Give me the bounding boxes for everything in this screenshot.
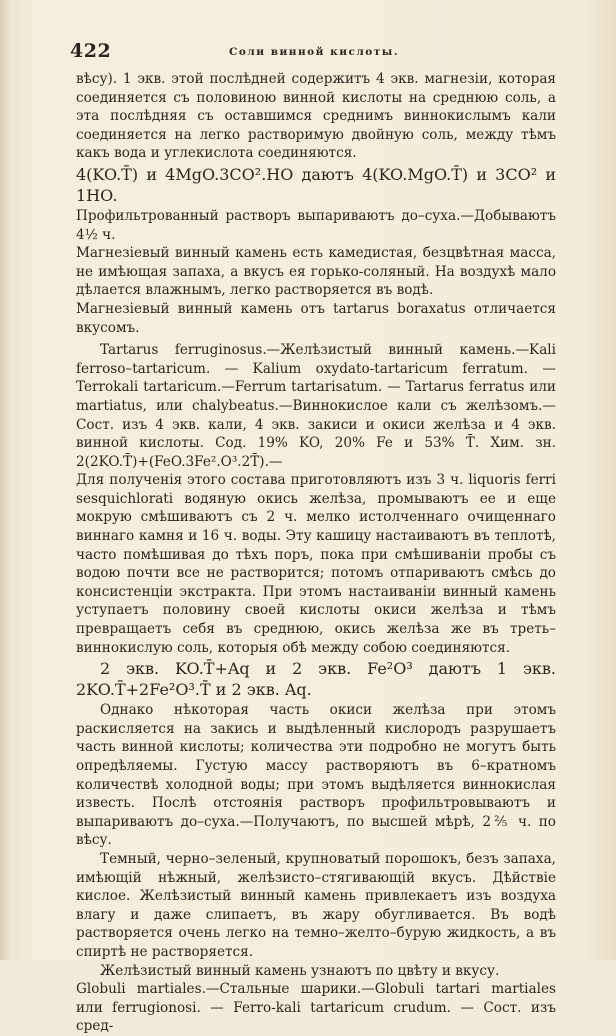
paragraph-reduction: Однако нѣкоторая часть окиси желѣза при этомъ раскисляется на закись и выдѣленный кислородъ разрушаетъ часть винной кислоты; количества эти подробно не могутъ быть опредѣляемы. Густую массу растворяютъ въ 6–кратномъ количествѣ холодной воды; при этомъ выдѣляется виннокислая известь. Послѣ отстоянія растворъ профильтровываютъ и выпариваютъ до–суха.—Получаютъ, по высшей мѣрѣ, 2⅖ ч. по вѣсу.	[76, 702, 556, 849]
formula-reaction-iron: 2 экв. KO.T̄+Aq и 2 экв. Fe²O³ даютъ 1 экв. 2KO.T̄+2Fe²O³.T̄ и 2 экв. Aq.	[76, 659, 556, 700]
paragraph-yield: Профильтрованный растворъ выпариваютъ до–суха.—Добываютъ 4½ ч.	[76, 207, 556, 243]
running-title: Соли винной кислоты.	[229, 46, 399, 58]
paragraph-distinction: Магнезіевый винный камень отъ tartarus boraxatus отличается вкусомъ.	[76, 300, 556, 336]
page-spine-shadow	[0, 0, 10, 960]
paragraph-description-magnesia: Магнезіевый винный камень есть камедистая, безцвѣтная масса, не имѣющая запаха, а вкусъ ея горько-соляный. На воздухѣ мало дѣлается влажнымъ, легко растворяется въ водѣ.	[76, 245, 556, 299]
paragraph-tartarus-ferruginosus: Tartarus ferruginosus.—Желѣзистый винный камень.—Kali ferroso–tartaricum. — Kalium oxydato-tartaricum ferratum. — Terrokali tartaricum.—Ferrum tartarisatum. — Tartarus ferratus или martiatus, или chalybeatus.—Виннокислое кали съ желѣзомъ.—Сост. изъ 4 экв. кали, 4 экв. закиси и окиси желѣза и 4 экв. винной кислоты. Сод. 19% KO, 20% Fe и 53% T̄. Хим. зн. 2(2KO.T̄)+(FeO.3Fe².O³.2T̄).—	[76, 342, 556, 470]
paragraph-globuli-martiales: Globuli martiales.—Стальные шарики.—Globuli tartari martiales или ferrugionosi. — Ferro-kali tartaricum crudum. — Сост. изъ сред-	[76, 981, 556, 1035]
page-header	[70, 40, 558, 66]
formula-reaction-magnesia: 4(KO.T̄) и 4MgO.3CO².HO даютъ 4(KO.MgO.T̄) и 3CO² и 1HO.	[76, 164, 556, 205]
paragraph-continuation: вѣсу). 1 экв. этой послѣдней содержитъ 4 экв. магнезіи, которая соединяется съ половиною винной кислоты на среднюю соль, а эта послѣдняя съ оставшимся среднимъ виннокислымъ кали соединяется на легко растворимую двойную соль, между тѣмъ какъ вода и углекислота соединяются.	[76, 71, 556, 162]
paragraph-properties: Темный, черно–зеленый, крупноватый порошокъ, безъ запаха, имѣющій нѣжный, желѣзисто–стягивающій вкусъ. Дѣйствіе кислое. Желѣзистый винный камень привлекаетъ изъ воздуха влагу и даже слипаетъ, въ жару обугливается. Въ водѣ растворяется очень легко на темно–желто–бурую жидкость, а въ спиртѣ не растворяется.	[76, 850, 556, 960]
paragraph-identification: Желѣзистый винный камень узнаютъ по цвѣту и вкусу.	[100, 962, 500, 979]
page-number: 422	[70, 40, 112, 62]
paragraph-preparation: Для полученія этого состава приготовляютъ изъ 3 ч. liquoris ferri sesquichlorati водяную окись желѣза, промываютъ ее и еще мокрую смѣшиваютъ съ 2 ч. мелко истолченнаго очищеннаго виннаго камня и 16 ч. воды. Эту кашицу настаиваютъ въ теплотѣ, часто помѣшивая до тѣхъ поръ, пока при смѣшиваніи пробы съ водою почти все не растворится; потомъ отпариваютъ смѣсь до консистенціи экстракта. При этомъ настаиваніи винный камень уступаетъ половину своей кислоты окиси желѣза и тѣмъ превращаетъ себя въ среднюю, окись желѣза же въ треть–виннокислую соль, которыя обѣ между собою соединяются.	[76, 472, 556, 656]
body-text	[76, 70, 556, 1036]
